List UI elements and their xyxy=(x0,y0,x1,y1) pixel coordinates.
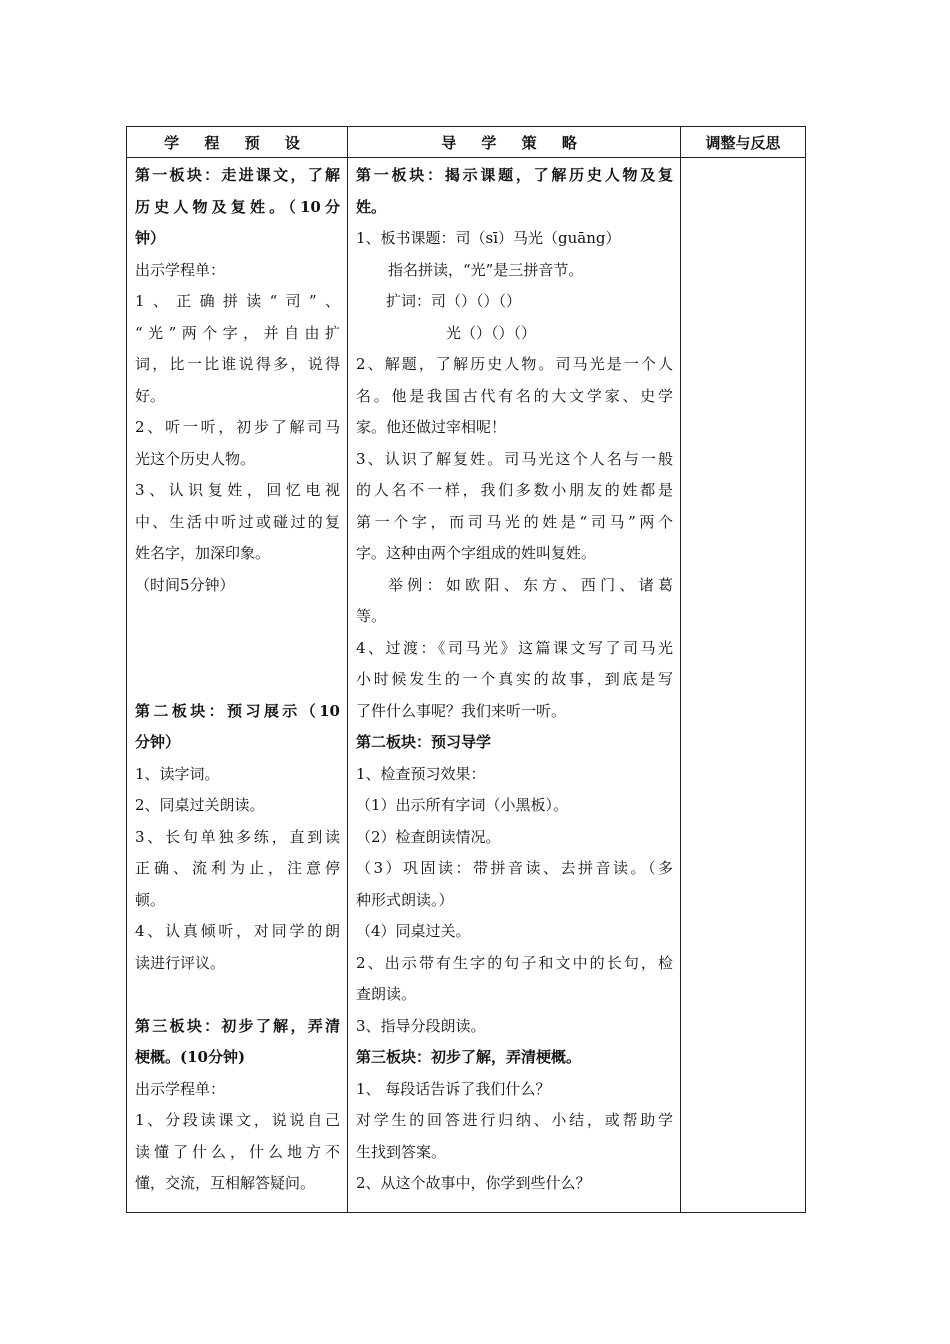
block1-title: 第一板块：走进课文，了解 xyxy=(135,166,340,184)
text-line: 2、解题，了解历史人物。司马光是一个人 xyxy=(356,355,673,373)
text-line: 1、 每段话告诉了我们什么？ xyxy=(356,1079,551,1098)
block1-title: 第一板块：揭示课题，了解历史人物及复 xyxy=(356,166,673,184)
time-note: （时间5分钟） xyxy=(135,575,235,594)
text-line: 举例：如欧阳、东方、西门、诸葛 xyxy=(388,575,673,594)
text-line: 3、长句单独多练，直到读 xyxy=(135,827,340,846)
block2-title: 分钟） xyxy=(135,733,181,751)
text-line: 好。 xyxy=(135,386,166,405)
header-adjust-reflect: 调整与反思 xyxy=(681,127,806,158)
text-line: 1、分段读课文，说说自己 xyxy=(135,1111,340,1129)
text-line: 正确、流利为止，注意停 xyxy=(135,859,340,877)
text-line: 生找到答案。 xyxy=(356,1142,447,1161)
lesson-plan-table xyxy=(126,126,806,1213)
text-line: 3、指导分段朗读。 xyxy=(356,1016,486,1035)
study-plan-cell xyxy=(127,158,348,1213)
text-line: “光”两个字，并自由扩 xyxy=(135,323,340,342)
text-line: 1、正确拼读“司”、 xyxy=(135,292,340,310)
text-line: 第一个字，而司马光的姓是“司马”两个 xyxy=(356,512,673,531)
text-line: 2、从这个故事中，你学到些什么？ xyxy=(356,1174,591,1192)
text-line: 顿。 xyxy=(135,890,166,909)
text-line: 1、读字词。 xyxy=(135,764,220,783)
text-line: 名。他是我国古代有名的大文学家、史学 xyxy=(356,386,673,405)
header-row xyxy=(127,127,806,158)
text-line: 字。这种由两个字组成的姓叫复姓。 xyxy=(356,544,597,562)
text-line: 指名拼读，“光”是三拼音节。 xyxy=(388,260,584,279)
text-line: 出示学程单： xyxy=(135,1079,226,1098)
text-line: 3、认识了解复姓。司马光这个人名与一般 xyxy=(356,449,673,468)
text-line: 2、听一听，初步了解司马 xyxy=(135,418,340,436)
text-line: 对学生的回答进行归纳、小结，或帮助学 xyxy=(356,1111,673,1129)
text-line: 2、出示带有生字的句子和文中的长句，检 xyxy=(356,953,673,972)
content-row xyxy=(127,158,806,1213)
text-line: （2）检查朗读情况。 xyxy=(356,827,501,846)
guide-strategy-cell xyxy=(348,158,681,1213)
text-line: 3、认识复姓，回忆电视 xyxy=(135,481,340,499)
text-line: 2、同桌过关朗读。 xyxy=(135,796,265,814)
text-line: 4、过渡：《司马光》这篇课文写了司马光 xyxy=(356,638,673,657)
text-line: 读进行评议。 xyxy=(135,953,226,972)
text-line: 懂，交流，互相解答疑问。 xyxy=(135,1174,316,1192)
block1-title: 历史人物及复姓。（10分 xyxy=(135,197,340,216)
text-line: 等。 xyxy=(356,607,387,625)
text-line: 姓名字，加深印象。 xyxy=(135,544,271,562)
text-line: 种形式朗读。） xyxy=(356,890,454,909)
header-study-plan: 学 程 预 设 xyxy=(127,127,348,158)
block3-title: 第三板块：初步了解，弄清 xyxy=(135,1016,340,1035)
block1-title: 钟） xyxy=(135,229,166,247)
text-line: 家。他还做过宰相呢！ xyxy=(356,418,507,436)
text-line: 光（）（）（） xyxy=(446,323,537,342)
text-line: （4）同桌过关。 xyxy=(356,922,471,940)
text-line: 词，比一比谁说得多，说得 xyxy=(135,355,340,373)
text-line: 读懂了什么，什么地方不 xyxy=(135,1142,340,1161)
block3-title: 梗概。(10分钟) xyxy=(135,1048,246,1066)
text-line: 查朗读。 xyxy=(356,985,417,1003)
block1-title: 姓。 xyxy=(356,197,387,216)
header-guide-strategy: 导 学 策 略 xyxy=(348,127,681,158)
text-line: 了件什么事呢？我们来听一听。 xyxy=(356,701,567,720)
text-line: 1、检查预习效果： xyxy=(356,764,486,783)
text-line: 出示学程单： xyxy=(135,260,226,279)
text-line: 扩词：司（）（）（） xyxy=(386,292,522,310)
block3-title: 第三板块：初步了解，弄清梗概。 xyxy=(356,1048,582,1066)
adjust-reflect-cell xyxy=(681,158,806,1213)
text-line: 中、生活中听过或碰过的复 xyxy=(135,512,340,531)
text-line: （1）出示所有字词（小黑板）。 xyxy=(356,796,569,814)
text-line: 光这个历史人物。 xyxy=(135,449,256,468)
text-line: 1、板书课题：司（sī）马光（guāng） xyxy=(356,229,621,247)
text-line: 小时候发生的一个真实的故事，到底是写 xyxy=(356,670,673,688)
text-line: 的人名不一样，我们多数小朋友的姓都是 xyxy=(356,481,673,499)
block2-title: 第二板块：预习展示（10 xyxy=(135,701,340,720)
text-line: 4、认真倾听，对同学的朗 xyxy=(135,922,340,940)
text-line: （3）巩固读：带拼音读、去拼音读。（多 xyxy=(356,859,673,877)
block2-title: 第二板块：预习导学 xyxy=(356,733,492,751)
